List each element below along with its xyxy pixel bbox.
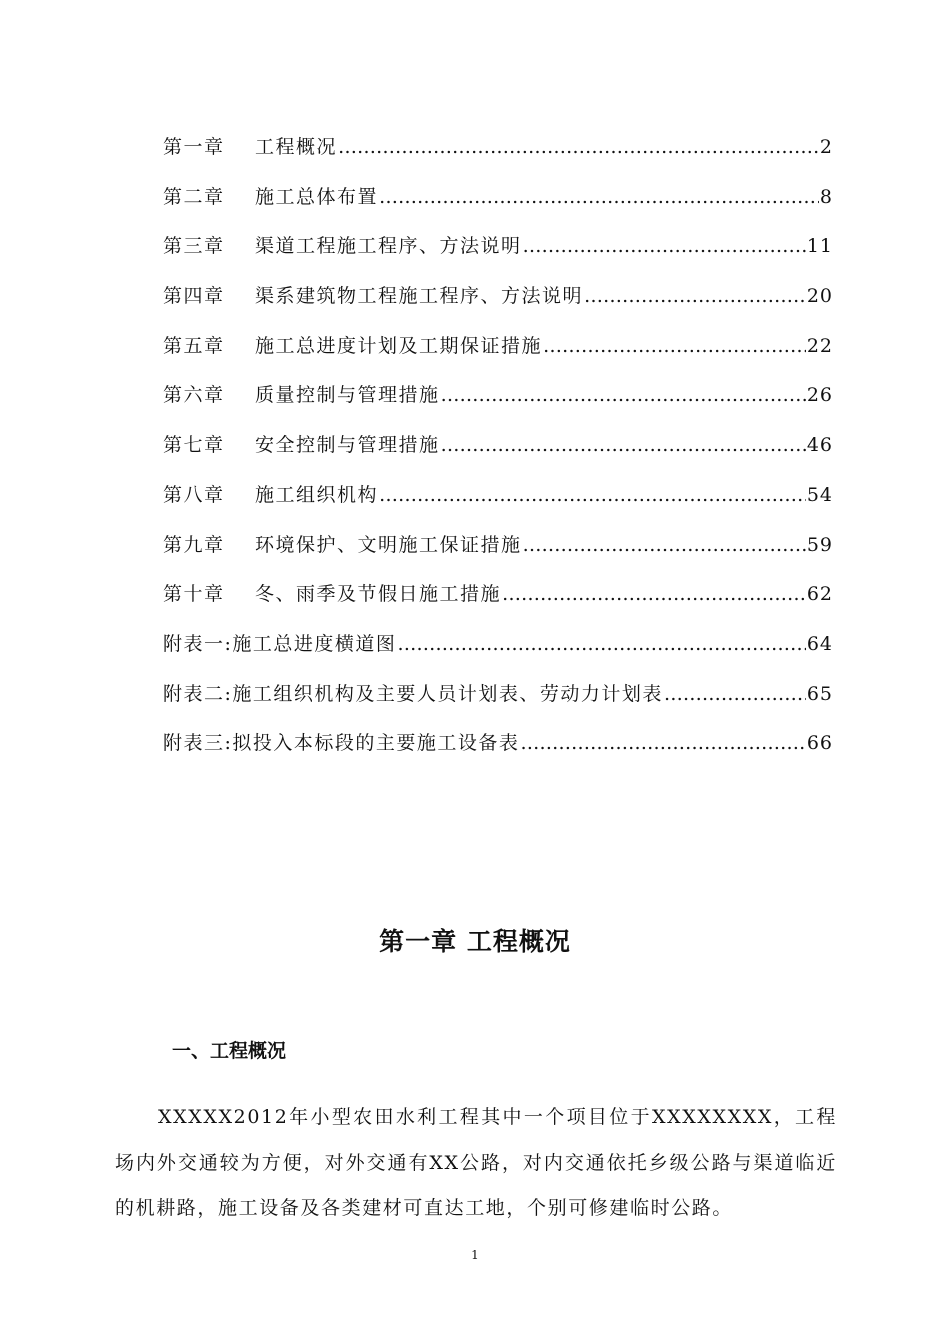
table-of-contents bbox=[163, 132, 833, 778]
toc-entry-page: 11 bbox=[806, 235, 833, 258]
toc-entry-title: 安全控制与管理措施 bbox=[255, 434, 440, 457]
toc-entry-number: 第五章 bbox=[163, 334, 225, 357]
toc-entry-title: 施工总进度计划及工期保证措施 bbox=[255, 334, 543, 357]
toc-entry-title: 渠系建筑物工程施工程序、方法说明 bbox=[255, 285, 584, 308]
toc-leader-dots bbox=[523, 235, 806, 257]
toc-entry[interactable] bbox=[163, 182, 833, 232]
page-number: 1 bbox=[471, 1248, 479, 1262]
toc-entry-page: 26 bbox=[806, 384, 833, 407]
toc-entry-page: 20 bbox=[806, 285, 833, 308]
toc-entry[interactable] bbox=[163, 331, 833, 381]
toc-entry-number: 第九章 bbox=[163, 533, 225, 556]
chapter-title: 第一章 工程概况 bbox=[379, 927, 571, 956]
toc-entry-page: 62 bbox=[806, 583, 833, 606]
toc-entry[interactable] bbox=[163, 380, 833, 430]
toc-leader-dots bbox=[523, 534, 806, 556]
toc-entry-title: 质量控制与管理措施 bbox=[255, 384, 440, 407]
toc-entry[interactable] bbox=[163, 430, 833, 480]
toc-leader-dots bbox=[520, 732, 805, 754]
toc-entry-number: 附表二: bbox=[163, 682, 233, 705]
toc-entry-page: 46 bbox=[806, 434, 833, 457]
toc-entry-number: 第十章 bbox=[163, 583, 225, 606]
toc-leader-dots bbox=[338, 136, 819, 158]
toc-entry-title: 拟投入本标段的主要施工设备表 bbox=[232, 732, 520, 755]
toc-entry[interactable] bbox=[163, 530, 833, 580]
toc-entry-title: 冬、雨季及节假日施工措施 bbox=[255, 583, 502, 606]
toc-entry-page: 2 bbox=[819, 136, 833, 158]
section-heading: 一、工程概况 bbox=[172, 1040, 287, 1062]
toc-entry-title: 工程概况 bbox=[255, 136, 338, 158]
toc-leader-dots bbox=[502, 583, 806, 605]
toc-entry-number: 第六章 bbox=[163, 384, 225, 407]
toc-entry-page: 66 bbox=[806, 732, 833, 755]
toc-leader-dots bbox=[379, 186, 819, 208]
body-paragraph: XXXXX2012年小型农田水利工程其中一个项目位于XXXXXXXX，工程场内外交通较为方便，对外交通有XX公路，对内交通依托乡级公路与渠道临近的机耕路，施工设备及各类建材可直达工地，个别可修建临时公路。 bbox=[115, 1106, 837, 1219]
toc-leader-dots bbox=[379, 484, 806, 506]
toc-leader-dots bbox=[543, 335, 806, 357]
toc-entry[interactable] bbox=[163, 480, 833, 530]
toc-entry-page: 8 bbox=[819, 185, 833, 208]
toc-entry-number: 附表三: bbox=[163, 732, 233, 755]
toc-entry[interactable] bbox=[163, 728, 833, 778]
toc-entry[interactable] bbox=[163, 679, 833, 729]
toc-entry-title: 施工总体布置 bbox=[255, 185, 379, 208]
toc-entry-number: 第四章 bbox=[163, 285, 225, 308]
toc-entry-page: 65 bbox=[806, 682, 833, 705]
toc-entry-title: 环境保护、文明施工保证措施 bbox=[255, 533, 522, 556]
toc-entry-number: 第三章 bbox=[163, 235, 225, 258]
toc-entry-page: 22 bbox=[806, 334, 833, 357]
toc-entry[interactable] bbox=[163, 629, 833, 679]
toc-entry-title: 渠道工程施工程序、方法说明 bbox=[255, 235, 522, 258]
toc-entry-title: 施工总进度横道图 bbox=[232, 632, 397, 655]
toc-entry-number: 第七章 bbox=[163, 434, 225, 457]
toc-entry-title: 施工组织机构及主要人员计划表、劳动力计划表 bbox=[232, 682, 663, 705]
toc-entry[interactable] bbox=[163, 132, 833, 182]
toc-entry[interactable] bbox=[163, 231, 833, 281]
toc-entry-page: 59 bbox=[806, 533, 833, 556]
toc-entry-number: 第一章 bbox=[163, 136, 225, 158]
toc-entry-number: 第二章 bbox=[163, 185, 225, 208]
toc-leader-dots bbox=[397, 633, 805, 655]
toc-entry-page: 54 bbox=[806, 483, 833, 506]
toc-entry-page: 64 bbox=[806, 632, 833, 655]
toc-entry-title: 施工组织机构 bbox=[255, 483, 379, 506]
toc-entry[interactable] bbox=[163, 579, 833, 629]
toc-entry-number: 附表一: bbox=[163, 632, 233, 655]
toc-leader-dots bbox=[664, 683, 806, 705]
toc-leader-dots bbox=[441, 384, 806, 406]
toc-entry[interactable] bbox=[163, 281, 833, 331]
toc-leader-dots bbox=[441, 434, 806, 456]
toc-leader-dots bbox=[584, 285, 806, 307]
toc-entry-number: 第八章 bbox=[163, 483, 225, 506]
